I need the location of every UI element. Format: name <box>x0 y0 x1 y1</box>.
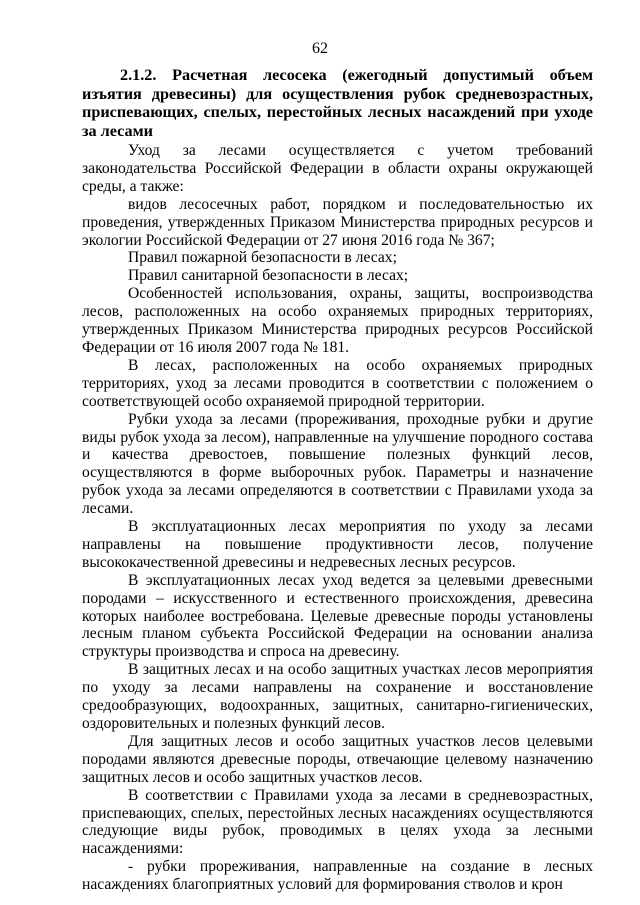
paragraph: Уход за лесами осуществляется с учетом требований законодательства Российской Федерации в области охраны окружающей среды, а также: <box>82 142 593 195</box>
paragraph: Рубки ухода за лесами (прореживания, проходные рубки и другие виды рубок ухода за лесом), направленные на улучшение породного состава и качества древостоев, повышение полезных функций лесов, осуществляются в форме выборочных рубок. Параметры и назначение рубок ухода за лесами определяются в соответствии с Правилами ухода за лесами. <box>82 410 593 518</box>
paragraph: Особенностей использования, охраны, защиты, воспроизводства лесов, расположенных на особо охраняемых природных территориях, утвержденных Приказом Министерства природных ресурсов Российской Федерации от 16 июля 2007 года № 181. <box>82 285 593 356</box>
section-heading: 2.1.2. Расчетная лесосека (ежегодный допустимый объем изъятия древесины) для осуществления рубок средневозрастных, приспевающих, спелых, перестойных лесных насаждений при уходе за лесами <box>82 66 593 140</box>
page-number: 62 <box>312 40 328 57</box>
body-text <box>82 142 593 894</box>
paragraph: Правил санитарной безопасности в лесах; <box>128 267 409 285</box>
paragraph: В эксплуатационных лесах мероприятия по уходу за лесами направлены на повышение продуктивности лесов, получение высококачественной древесины и недревесных лесных ресурсов. <box>82 518 593 571</box>
paragraph: В лесах, расположенных на особо охраняемых природных территориях, уход за лесами проводится в соответствии с положением о соответствующей особо охраняемой природной территории. <box>82 356 593 410</box>
paragraph: Для защитных лесов и особо защитных участков лесов целевыми породами являются древесные породы, отвечающие целевому назначению защитных лесов и особо защитных участков лесов. <box>82 732 593 786</box>
paragraph: В защитных лесах и на особо защитных участках лесов мероприятия по уходу за лесами направлены на сохранение и восстановление средообразующих, водоохранных, защитных, санитарно-гигиенических, оздоровительных и полезных функций лесов. <box>82 661 593 732</box>
paragraph: В эксплуатационных лесах уход ведется за целевыми древесными породами – искусственного и естественного происхождения, древесина которых наиболее востребована. Целевые древесные породы установлены лесным планом субъекта Российской Федерации на основании анализа структуры производства и спроса на древесину. <box>82 571 593 661</box>
paragraph: видов лесосечных работ, порядком и последовательностью их проведения, утвержденных Приказом Министерства природных ресурсов и экологии Российской Федерации от 27 июня 2016 года № 367; <box>82 195 593 249</box>
paragraph: - рубки прореживания, направленные на создание в лесных насаждениях благоприятных условий для формирования стволов и крон <box>82 858 593 894</box>
paragraph: Правил пожарной безопасности в лесах; <box>128 249 397 267</box>
paragraph: В соответствии с Правилами ухода за лесами в средневозрастных, приспевающих, спелых, перестойных лесных насаждениях осуществляются следующие виды рубок, проводимых в целях ухода за лесными насаждениями: <box>82 786 593 858</box>
